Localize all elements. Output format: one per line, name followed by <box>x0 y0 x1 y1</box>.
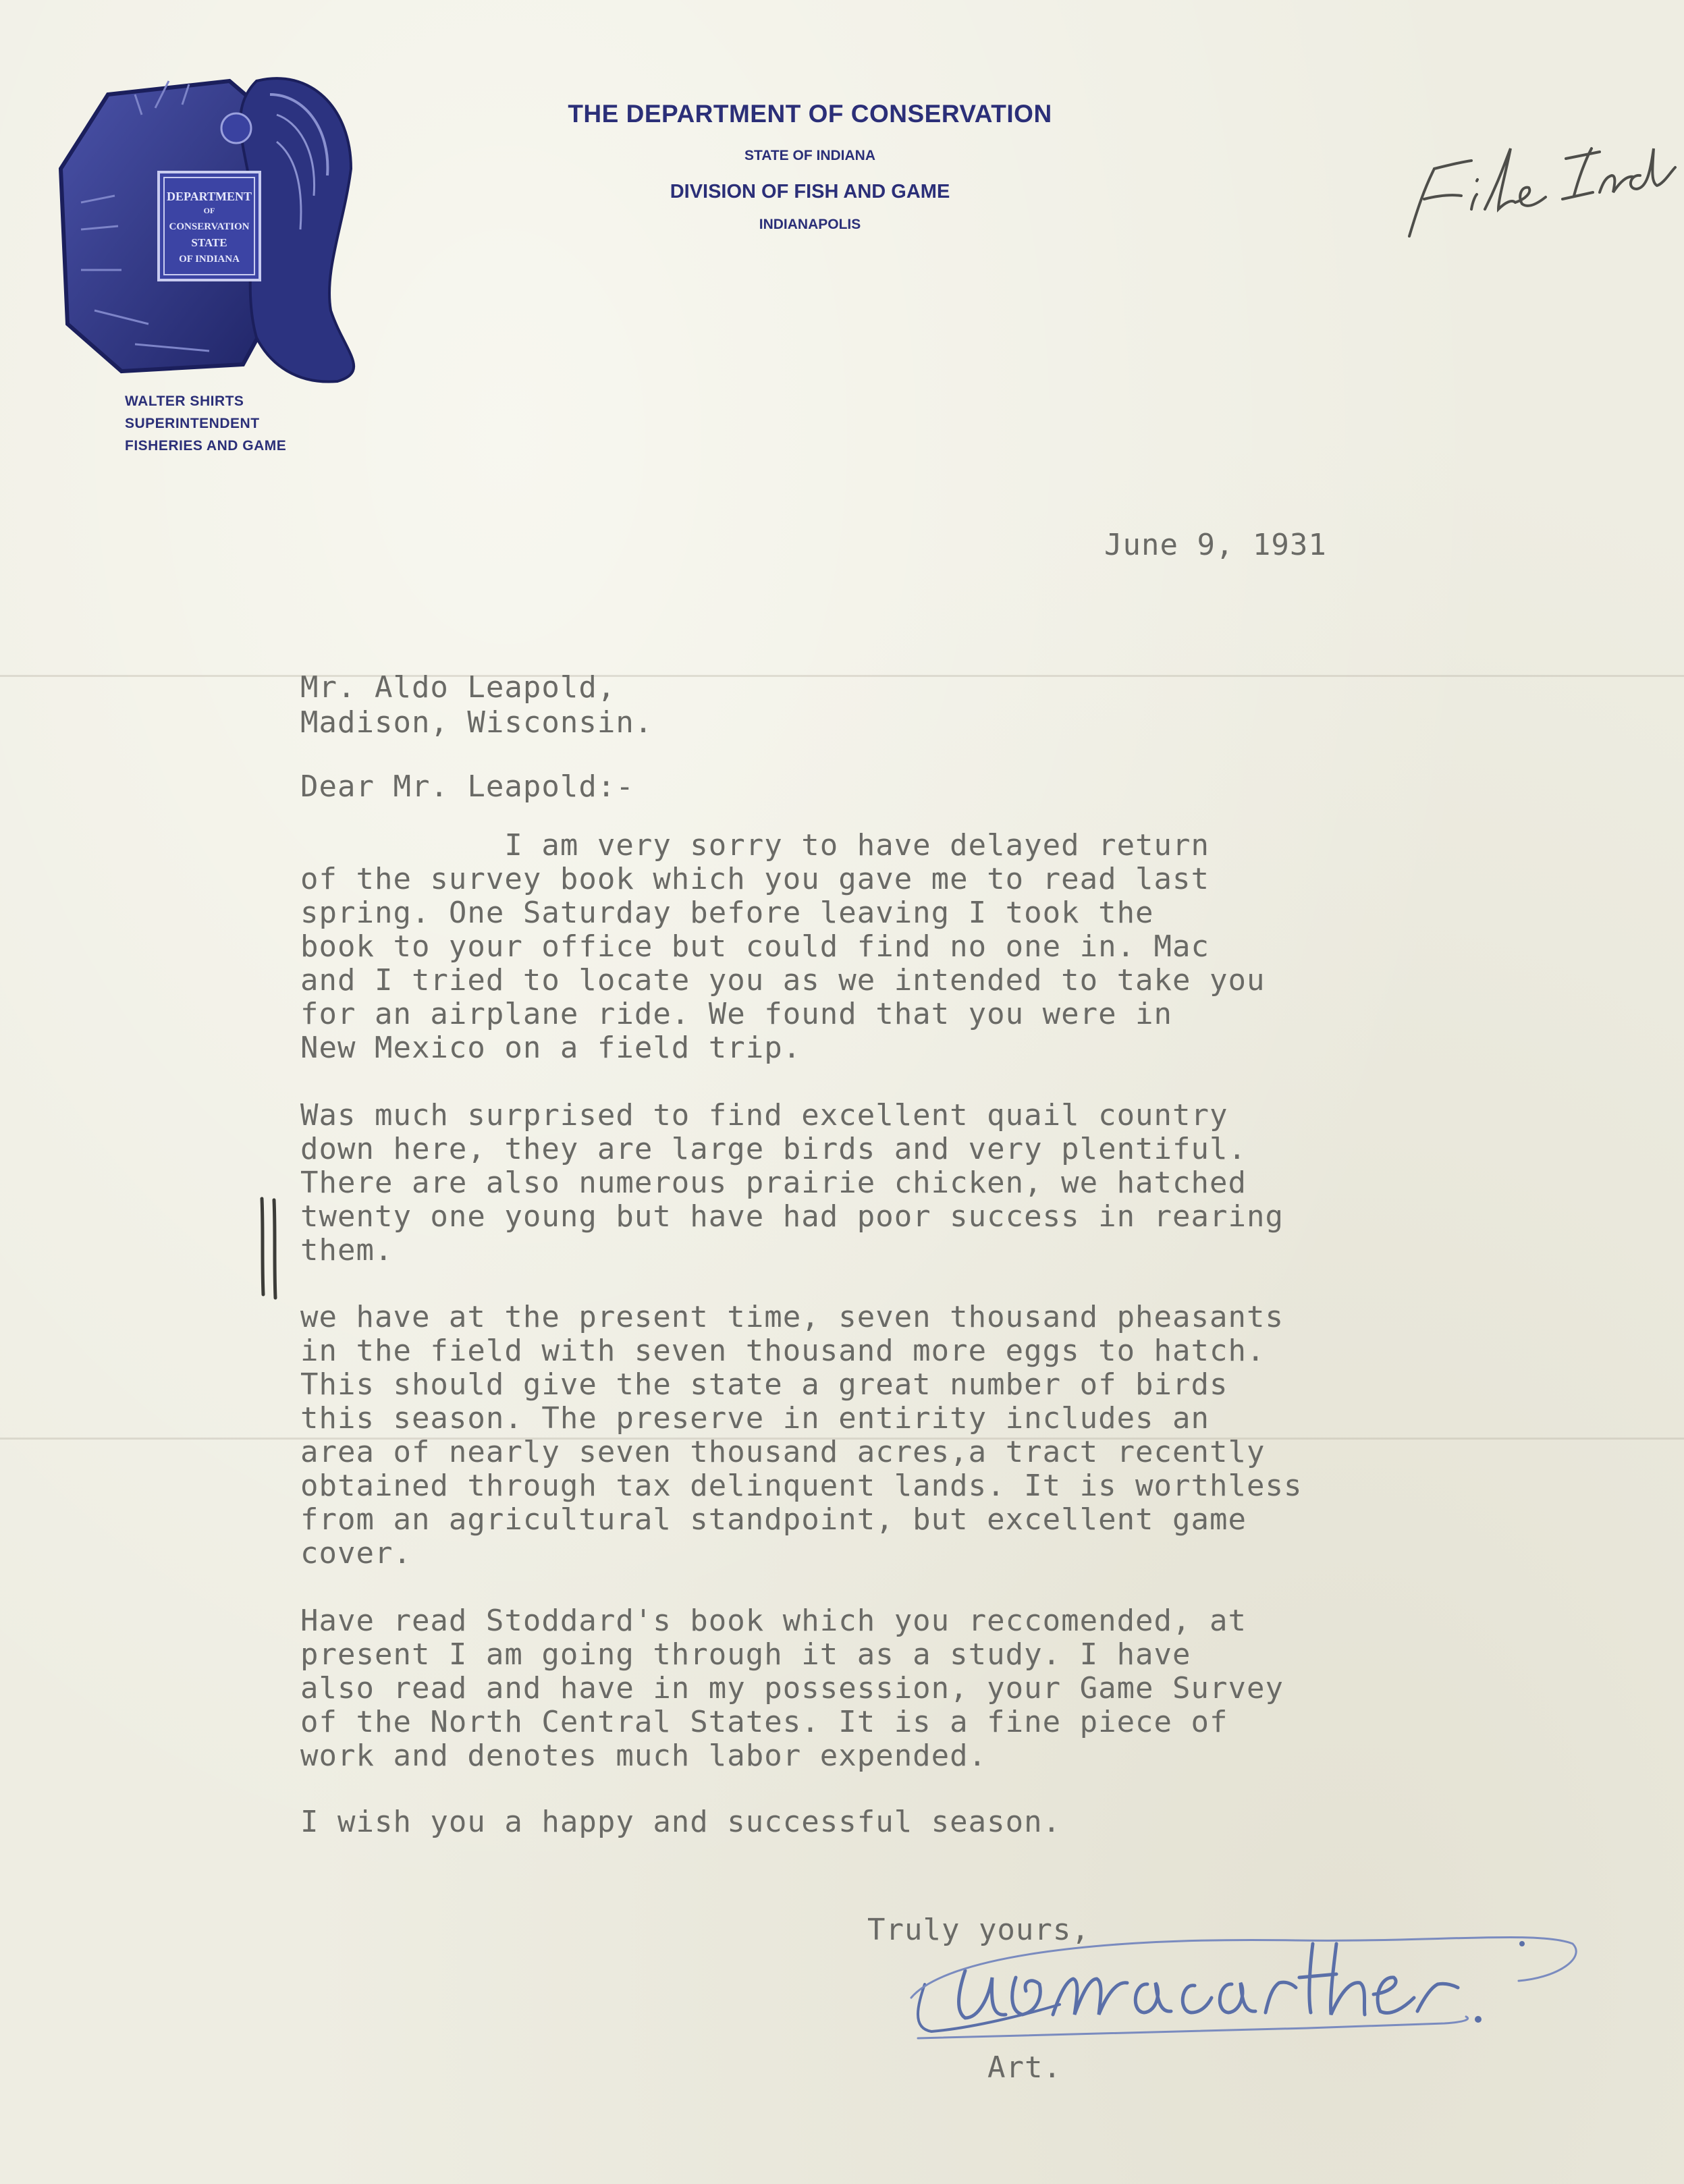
letter-paragraph: Have read Stoddard's book which you reccomended, at present I am going through it as a study. I have also read and have in my possession, your Game Survey of the North Central States. It is a fine piece of work and denotes much labor expended. <box>300 1604 1284 1773</box>
closing: Truly yours, <box>867 1913 1090 1947</box>
superintendent-name: WALTER SHIRTS <box>125 393 244 409</box>
letter-date: June 9, 1931 <box>1104 528 1327 562</box>
superintendent-dept: FISHERIES AND GAME <box>125 438 287 454</box>
superintendent-title: SUPERINTENDENT <box>125 416 260 431</box>
letter-paragraph: Was much surprised to find excellent quail country down here, they are large birds and very plentiful. There are also numerous prairie chicken, we hatched twenty one young but have had poor success in rearing them. <box>300 1098 1284 1267</box>
signoff-initial: Art. <box>987 2050 1062 2085</box>
margin-double-bar-mark <box>250 1193 290 1301</box>
letter-paragraph: we have at the present time, seven thousand pheasants in the field with seven thousand more eggs to hatch. This should give the state a great number of birds this season. The preserve in entirity includes an area of nearly seven thousand acres,a tract recently obtained through tax delinquent lands. It is worthless from an agricultural standpoint, but excellent game cover. <box>300 1300 1303 1571</box>
salutation: Dear Mr. Leapold:- <box>300 769 634 804</box>
recipient-line: Mr. Aldo Leapold, <box>300 670 616 705</box>
seal-text-line: OF <box>203 206 215 215</box>
city-name: INDIANAPOLIS <box>759 217 861 232</box>
letter-paragraph: I wish you a happy and successful season. <box>300 1805 1062 1839</box>
letterhead-header <box>472 96 1147 235</box>
paper-fold-line <box>0 675 1684 677</box>
handwritten-file-note <box>1397 135 1681 270</box>
recipient-address <box>300 670 653 740</box>
seal-text-line: DEPARTMENT <box>166 190 252 203</box>
file-note-text: File Ind <box>1397 135 1400 136</box>
division-name: DIVISION OF FISH AND GAME <box>670 181 950 202</box>
seal-text-line: CONSERVATION <box>169 221 250 232</box>
superintendent-block <box>125 390 327 457</box>
department-seal-emblem <box>54 67 371 385</box>
letter-paragraph: I am very sorry to have delayed return of the survey book which you gave me to read last spring. One Saturday before leaving I took the book to your office but could find no one in. Mac and I tried to locate you as we intended to take you for an airplane ride. We found that you were in New Mexico on a field trip. <box>300 828 1266 1065</box>
handwritten-signature <box>891 1903 1600 2052</box>
recipient-line: Madison, Wisconsin. <box>300 705 653 740</box>
seal-text-line: OF INDIANA <box>179 254 240 265</box>
state-name: STATE OF INDIANA <box>744 148 876 163</box>
seal-text-line: STATE <box>191 236 227 249</box>
department-title: THE DEPARTMENT OF CONSERVATION <box>568 100 1052 128</box>
signature-text: A B MacArthur <box>891 1903 896 1904</box>
